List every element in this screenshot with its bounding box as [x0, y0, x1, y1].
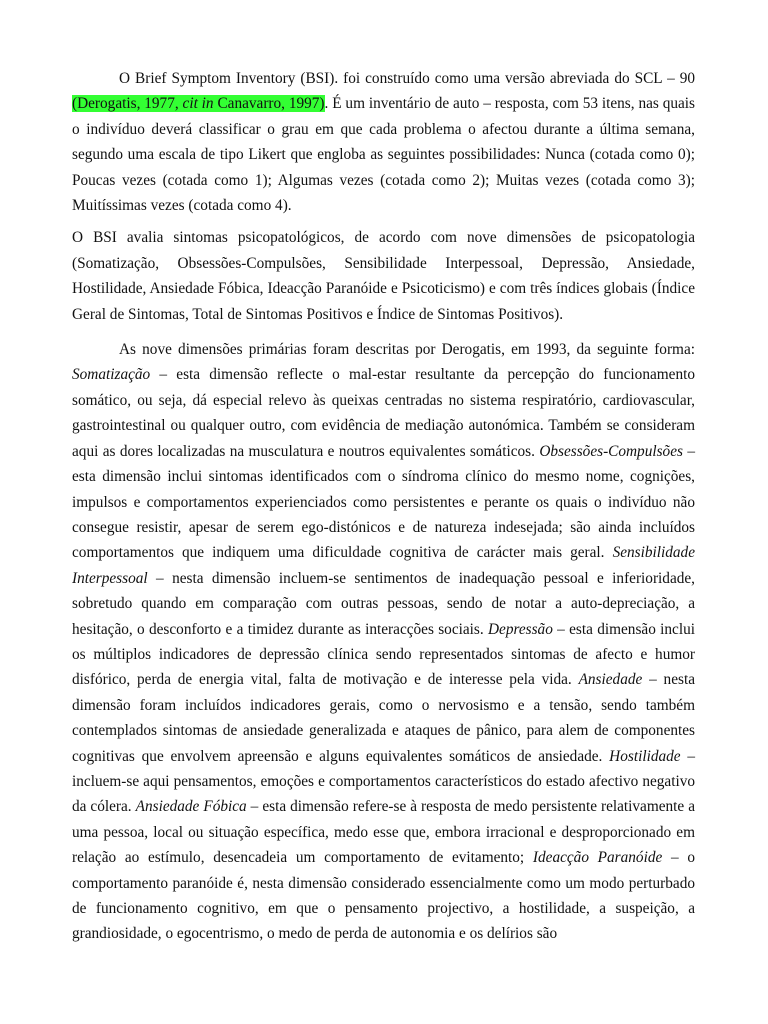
p1-rest-text: . É um inventário de auto – resposta, com 53 itens, nas quais o indivíduo deverá classificar o grau em que cada problema o afectou durante a última semana, segundo uma escala de tipo Likert que engloba as seguintes possibilidades: Nunca (cotada como 0); Poucas vezes (cotada como 1); Algumas vezes (cotada como 2); Muitas vezes (cotada como 3); Muitíssimas vezes (cotada como 4). — [72, 95, 695, 215]
citation-part-b: Canavarro, 1997) — [213, 95, 325, 113]
citation-part-a: (Derogatis, 1977, — [72, 95, 183, 113]
desc-sensibilidade-interpessoal: – nesta dimensão incluem-se sentimentos de inadequação pessoal e inferioridade, sobretudo quando em comparação com outras pessoas, sendo de notar a auto-depreciação, a hesitação, o desconforto e a timidez durante as interacções sociais. — [72, 569, 695, 638]
highlighted-citation — [72, 95, 325, 112]
term-obsessoes-compulsoes: Obsessões-Compulsões — [539, 442, 683, 460]
desc-somatizacao: – esta dimensão reflecte o mal-estar resultante da percepção do funcionamento somático, ou seja, dá especial relevo às queixas centradas no sistema respiratório, cardiovascular, gastrointestinal ou qualquer outro, com evidência de mediação autonómica. Também se consideram aqui as dores localizadas na musculatura e noutros equivalentes somáticos. — [72, 366, 695, 460]
term-ideaccao-paranoide: Ideacção Paranóide — [532, 849, 663, 867]
paragraph-dimension-descriptions — [72, 337, 695, 947]
desc-hostilidade: – incluem-se aqui pensamentos, emoções e comportamentos característicos do estado afectivo negativo da cólera. — [72, 747, 695, 816]
term-depressao: Depressão — [487, 620, 553, 638]
term-sensibilidade-interpessoal: Sensibilidade Interpessoal — [72, 544, 695, 587]
desc-obsessoes-compulsoes: – esta dimensão inclui sintomas identificados com o síndroma clínico do mesmo nome, cognições, impulsos e comportamentos experienciados como persistentes e perante os quais o indivíduo não consegue resistir, apesar de serem ego-distónicos e de natureza indesejada; são ainda incluídos comportamentos que indiquem uma dificuldade cognitiva de carácter mais geral. — [72, 442, 695, 562]
citation-cit-in: cit in — [182, 95, 214, 113]
desc-ideaccao-paranoide: – o comportamento paranóide é, nesta dimensão considerado essencialmente como um modo perturbado de funcionamento cognitivo, em que o pensamento projectivo, a hostilidade, a suspeição, a grandiosidade, o egocentrismo, o medo de perda de autonomia e os delírios são — [72, 849, 695, 943]
p1-intro-text: O Brief Symptom Inventory (BSI). foi construído como uma versão abreviada do SCL – 90 — [119, 70, 695, 87]
paragraph-bsi-intro — [72, 66, 695, 218]
term-ansiedade-fobica: Ansiedade Fóbica — [135, 798, 247, 816]
desc-depressao: – esta dimensão inclui os múltiplos indicadores de depressão clínica sendo representados sintomas de afecto e humor disfórico, perda de energia vital, falta de motivação e de interesse pela vida. — [72, 620, 695, 689]
term-hostilidade: Hostilidade — [609, 747, 681, 765]
p3-intro-text: As nove dimensões primárias foram descritas por Derogatis, em 1993, da seguinte forma: — [119, 341, 695, 359]
paragraph-bsi-dimensions: O BSI avalia sintomas psicopatológicos, de acordo com nove dimensões de psicopatologia (Somatização, Obsessões-Compulsões, Sensibilidade Interpessoal, Depressão, Ansiedade, Hostilidade, Ansiedade Fóbica, Ideacção Paranóide e Psicoticismo) e com três índices globais (Índice Geral de Sintomas, Total de Sintomas Positivos e Índice de Sintomas Positivos). — [72, 229, 695, 323]
term-somatizacao: Somatização — [72, 366, 151, 384]
term-ansiedade: Ansiedade — [578, 671, 643, 689]
desc-ansiedade-fobica: – esta dimensão refere-se à resposta de medo persistente relativamente a uma pessoa, local ou situação específica, medo esse que, embora irracional e desproporcionado em relação ao estímulo, desencadeia um comportamento de evitamento; — [72, 798, 696, 867]
desc-ansiedade: – nesta dimensão foram incluídos indicadores gerais, como o nervosismo e a tensão, sendo também contemplados sintomas de ansiedade generalizada e ataques de pânico, para alem de componentes cognitivas que envolvem apreensão e alguns equivalentes somáticos de ansiedade. — [72, 671, 695, 765]
document-page — [72, 66, 695, 947]
